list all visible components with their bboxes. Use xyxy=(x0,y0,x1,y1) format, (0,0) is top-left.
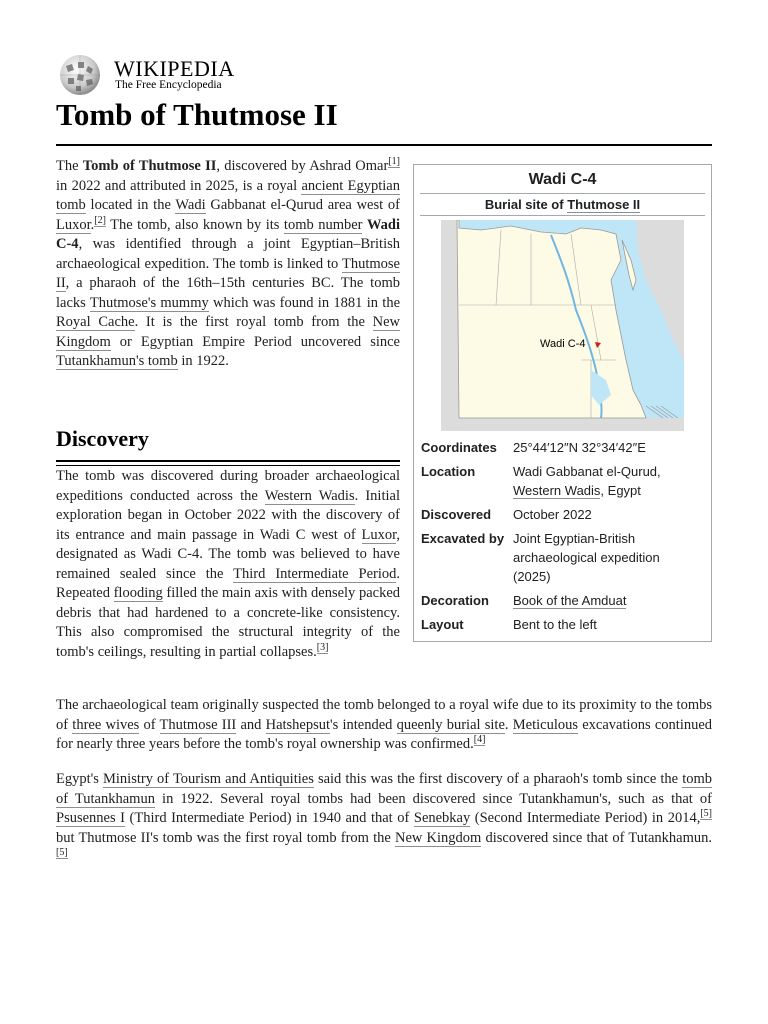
link-ministry-tourism-antiquities[interactable]: Ministry of Tourism and Antiquities xyxy=(103,771,314,787)
link-three-wives[interactable]: three wives xyxy=(72,716,140,733)
map-egypt xyxy=(457,220,646,418)
link-western-wadis[interactable]: Western Wadis xyxy=(264,487,355,504)
link-third-intermediate-period[interactable]: Third Intermediate Period xyxy=(233,565,397,582)
ref-link[interactable]: [1] xyxy=(388,156,400,168)
link-meticulous[interactable]: Meticulous xyxy=(512,716,578,733)
page-title: Tomb of Thutmose II xyxy=(56,94,712,146)
link-royal-cache[interactable]: Royal Cache xyxy=(56,314,135,330)
link-flooding[interactable]: flooding xyxy=(113,585,163,601)
wikipedia-tagline: The Free Encyclopedia xyxy=(115,79,222,91)
ref-link[interactable]: [5] xyxy=(700,808,712,820)
link-tutankhamun-tomb[interactable]: Tutankhamun's tomb xyxy=(56,353,178,369)
link-thutmose-ii[interactable]: Thutmose II xyxy=(567,197,641,212)
link-senebkay[interactable]: Senebkay xyxy=(413,810,471,826)
link-western-wadis[interactable]: Western Wadis xyxy=(513,483,601,498)
infobox-subtitle: Burial site of Thutmose II xyxy=(420,197,705,216)
ref-link[interactable]: [3] xyxy=(316,641,329,653)
egypt-location-map[interactable] xyxy=(441,220,684,431)
link-tomb-of-tutankhamun[interactable]: tomb of Tutankhamun xyxy=(56,771,712,807)
link-new-kingdom[interactable]: New Kingdom xyxy=(56,314,400,350)
infobox: Wadi C-4 Burial site of Thutmose II Wadi C-4 Coordinates 25°44′12″N 32°34′42″E Location Wadi Gabbanat el-Qurud, Western Wadis, Egypt Discovered October 2022 Excavated by Joint Egyptian-British archaeological expedition (2025) Decoration Book of the Amduat Layout Bent to the left xyxy=(413,164,712,642)
link-thutmose-mummy[interactable]: Thutmose's mummy xyxy=(89,294,209,311)
link-thutmose-ii[interactable]: Thutmose II xyxy=(56,255,400,291)
map-label: Wadi C-4 xyxy=(540,338,586,350)
ref-link[interactable]: [2] xyxy=(94,214,106,226)
wikipedia-globe-icon xyxy=(56,54,104,96)
link-luxor[interactable]: Luxor xyxy=(361,526,397,543)
infobox-title: Wadi C-4 xyxy=(420,171,705,194)
link-luxor[interactable]: Luxor xyxy=(56,216,91,233)
discovery-paragraph-1: The tomb was discovered during broader archaeological expeditions conducted across the Western Wadis. Initial exploration began in October 2022 with the discovery of its entrance and main passage in Wadi C west of Luxor, designated as Wadi C-4. The tomb was believed to have remained sealed since the Third Intermediate Period. Repeated flooding filled the main axis with densely packed debris that had hardened to a concrete-like consistency. This also compromised the structural integrity of the tomb's ceilings, resulting in partial collapses.[3] xyxy=(56,468,401,660)
link-thutmose-iii[interactable]: Thutmose III xyxy=(159,716,237,733)
coordinates-value[interactable]: 25°44′12″N 32°34′42″E xyxy=(513,440,646,455)
ref-link[interactable]: [5] xyxy=(56,847,68,859)
link-new-kingdom[interactable]: New Kingdom xyxy=(394,829,482,846)
map-sudan xyxy=(441,418,684,431)
section-heading-discovery: Discovery xyxy=(56,424,400,462)
wikipedia-wordmark: WIKIPEDIA xyxy=(114,56,235,81)
intro-paragraph: The Tomb of Thutmose II, discovered by Ashrad Omar[1] in 2022 and attributed in 2025, is a royal ancient Egyptian tomb located in the Wadi Gabbanat el-Qurud area west of Luxor.[2] The tomb, also known by its tomb number Wadi C-4, was identified through a joint Egyptian–British archaeological expedition. The tomb is linked to Thutmose II, a pharaoh of the 16th–15th centuries BC. The tomb lacks Thutmose's mummy which was found in 1881 in the Royal Cache. It is the first royal tomb from the New Kingdom or Egyptian Empire Period uncovered since Tutankhamun's tomb in 1922. xyxy=(56,156,400,369)
link-queenly-burial-site[interactable]: queenly burial site xyxy=(396,716,505,733)
link-hatshepsut[interactable]: Hatshepsut xyxy=(265,716,331,733)
ref-link[interactable]: [4] xyxy=(473,734,486,746)
discovery-paragraph-3: Egypt's Ministry of Tourism and Antiquities said this was the first discovery of a pharaoh's tomb since the tomb of Tutankhamun in 1922. Several royal tombs had been discovered since Tutankhamun's, such as that of Psusennes I (Third Intermediate Period) in 1940 and that of Senebkay (Second Intermediate Period) in 2014,[5] but Thutmose II's tomb was the first royal tomb from the New Kingdom discovered since that of Tutankhamun.[5] xyxy=(56,771,713,859)
link-wadi[interactable]: Wadi xyxy=(175,197,206,213)
link-ancient-egyptian[interactable]: ancient Egyptian xyxy=(301,177,400,194)
link-tomb-number[interactable]: tomb number xyxy=(283,216,363,233)
wikipedia-header[interactable] xyxy=(56,54,356,98)
link-book-of-the-amduat[interactable]: Book of the Amduat xyxy=(513,593,627,608)
link-psusennes-i[interactable]: Psusennes I xyxy=(56,810,125,826)
map-libya xyxy=(441,220,459,418)
link-tomb[interactable]: tomb xyxy=(56,197,86,213)
discovery-paragraph-2: The archaeological team originally suspected the tomb belonged to a royal wife due to its proximity to the tombs of three wives of Thutmose III and Hatshepsut's intended queenly burial site. Meticulous excavations continued for nearly three years before the tomb's royal ownership was confirmed.[4] xyxy=(56,697,713,752)
